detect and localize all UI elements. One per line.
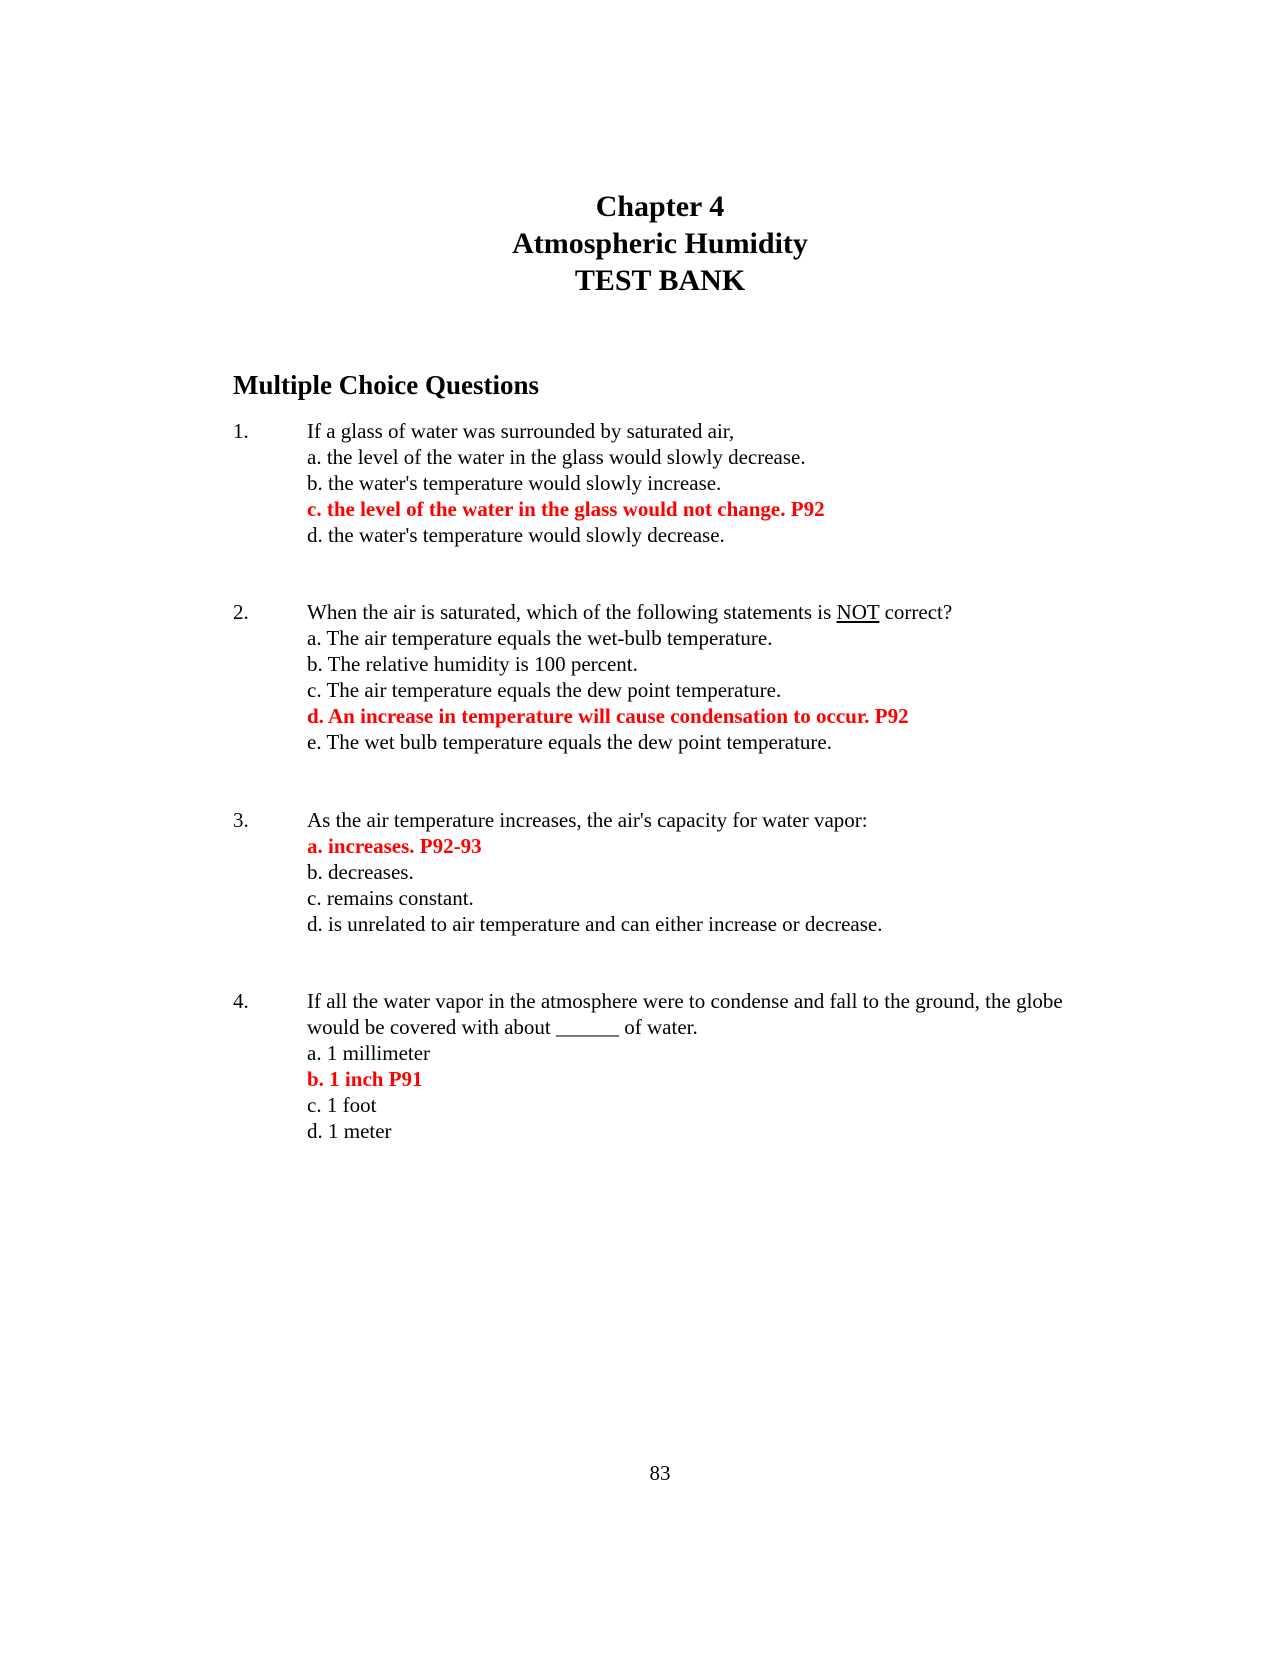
question-number: 1. (233, 419, 249, 443)
answer-option-d: d. the water's temperature would slowly decrease. (307, 523, 725, 547)
question-number: 3. (233, 808, 249, 832)
answer-option-b: b. decreases. (307, 860, 414, 884)
question-stem: As the air temperature increases, the air's capacity for water vapor: (307, 808, 868, 832)
question-number: 2. (233, 600, 249, 624)
question-number: 4. (233, 989, 249, 1013)
correct-answer-option-d: d. An increase in temperature will cause condensation to occur. P92 (307, 704, 909, 728)
answer-option-c: c. remains constant. (307, 886, 474, 910)
question-2 (233, 599, 1153, 755)
answer-option-d: d. 1 meter (307, 1119, 392, 1143)
title-block (0, 188, 1280, 299)
emphasized-word: NOT (836, 600, 880, 624)
question-stem (307, 599, 1153, 625)
question-body (307, 807, 1153, 937)
question-stem-start: When the air is saturated, which of the following statements is (307, 600, 837, 624)
question-stem: If a glass of water was surrounded by saturated air, (307, 419, 735, 443)
document-subtitle: TEST BANK (574, 264, 746, 297)
correct-answer-option-b: b. 1 inch P91 (307, 1067, 423, 1091)
answer-option-c: c. 1 foot (307, 1093, 377, 1117)
question-stem-line-2: would be covered with about ______ of water. (307, 1015, 698, 1039)
answer-option-c: c. The air temperature equals the dew point temperature. (307, 678, 782, 702)
question-3 (233, 807, 1153, 937)
question-body (307, 599, 1153, 755)
correct-answer-option-c: c. the level of the water in the glass would not change. P92 (307, 497, 825, 521)
answer-option-a: a. 1 millimeter (307, 1041, 431, 1065)
answer-option-a: a. the level of the water in the glass would slowly decrease. (307, 445, 806, 469)
page-number: 83 (649, 1461, 671, 1485)
answer-option-b: b. The relative humidity is 100 percent. (307, 652, 638, 676)
question-body (307, 988, 1153, 1144)
answer-option-d: d. is unrelated to air temperature and can either increase or decrease. (307, 912, 883, 936)
chapter-title: Atmospheric Humidity (512, 227, 808, 260)
question-4 (233, 988, 1153, 1144)
question-1 (233, 418, 1153, 548)
question-body (307, 418, 1153, 548)
chapter-number: Chapter 4 (595, 190, 725, 223)
answer-option-a: a. The air temperature equals the wet-bulb temperature. (307, 626, 773, 650)
answer-option-b: b. the water's temperature would slowly increase. (307, 471, 722, 495)
question-stem-end: correct? (879, 600, 953, 624)
section-heading: Multiple Choice Questions (233, 370, 540, 400)
answer-option-e: e. The wet bulb temperature equals the dew point temperature. (307, 730, 832, 754)
correct-answer-option-a: a. increases. P92-93 (307, 834, 482, 858)
question-stem-line-1: If all the water vapor in the atmosphere were to condense and fall to the ground, the globe (307, 989, 1063, 1013)
